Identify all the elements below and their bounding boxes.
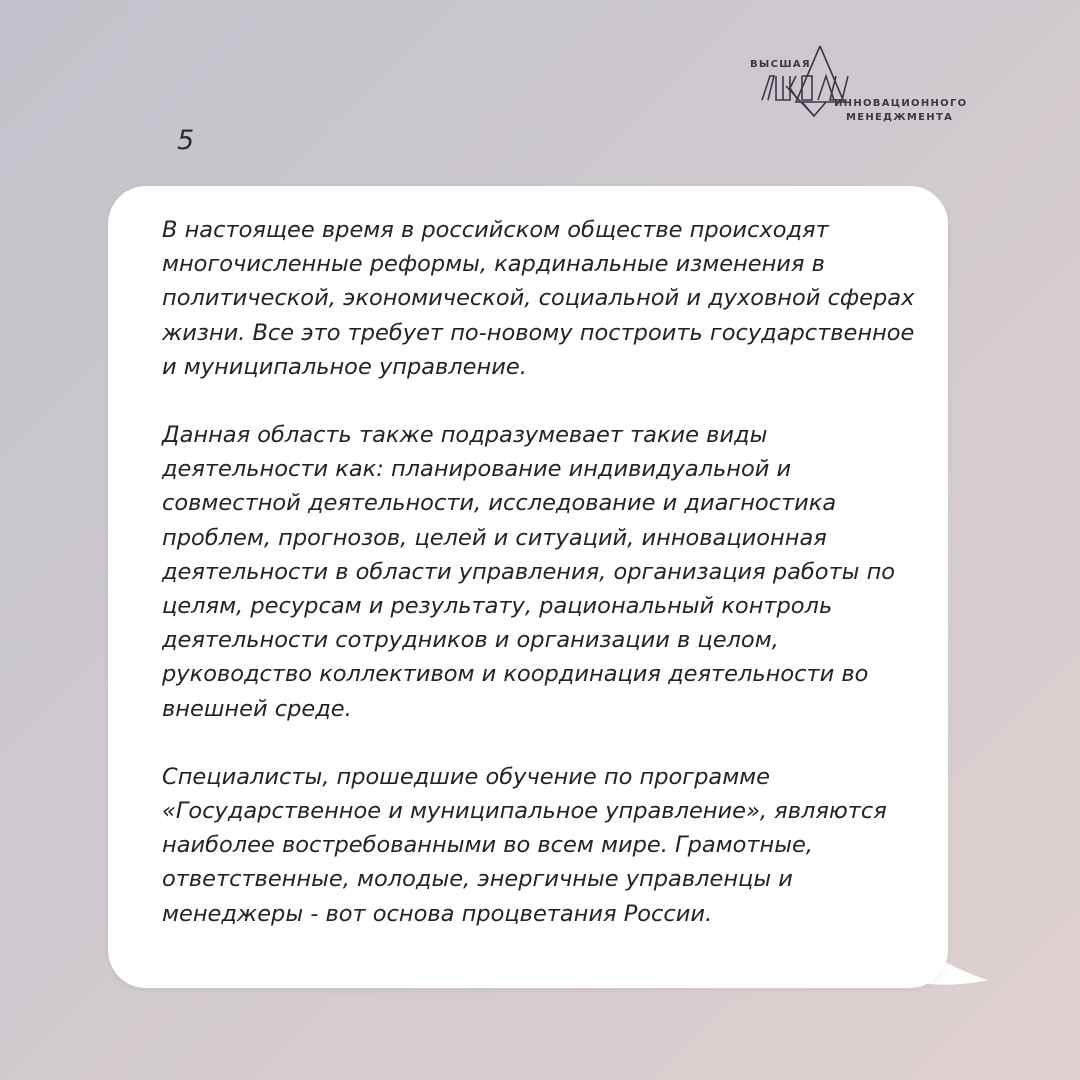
paragraph-2: Данная область также подразумевает такие виды деятельности как: планирование индивидуальной и совместной деятельности, исследование и диагностика проблем, прогнозов, целей и ситуаций, инновационная деятельности в области управления, организация работы по целям, ресурсам и результату, рациональный контроль деятельности сотрудников и организации в целом, руководство коллективом и координация деятельности во внешней среде. <box>162 422 896 722</box>
logo <box>746 42 986 132</box>
paragraph-3: Специалисты, прошедшие обучение по программе «Государственное и муниципальное управление», являются наиболее востребованными во всем мире. Грамотные, ответственные, молодые, энергичные управленцы и менеджеры - вот основа процветания России. <box>162 763 887 927</box>
logo-text-line2: ИННОВАЦИОННОГО <box>834 98 968 109</box>
logo-text-line3: МЕНЕДЖМЕНТА <box>846 112 954 123</box>
page-number: 5 <box>177 125 195 156</box>
paragraph-1: В настоящее время в российском обществе происходят многочисленные реформы, кардинальные изменения в политической, экономической, социальной и духовной сферах жизни. Все это требует по-новому построить государственное и муниципальное управление. <box>162 217 915 380</box>
logo-text-line1: ВЫСШАЯ <box>750 59 811 70</box>
bubble-text <box>162 213 922 931</box>
